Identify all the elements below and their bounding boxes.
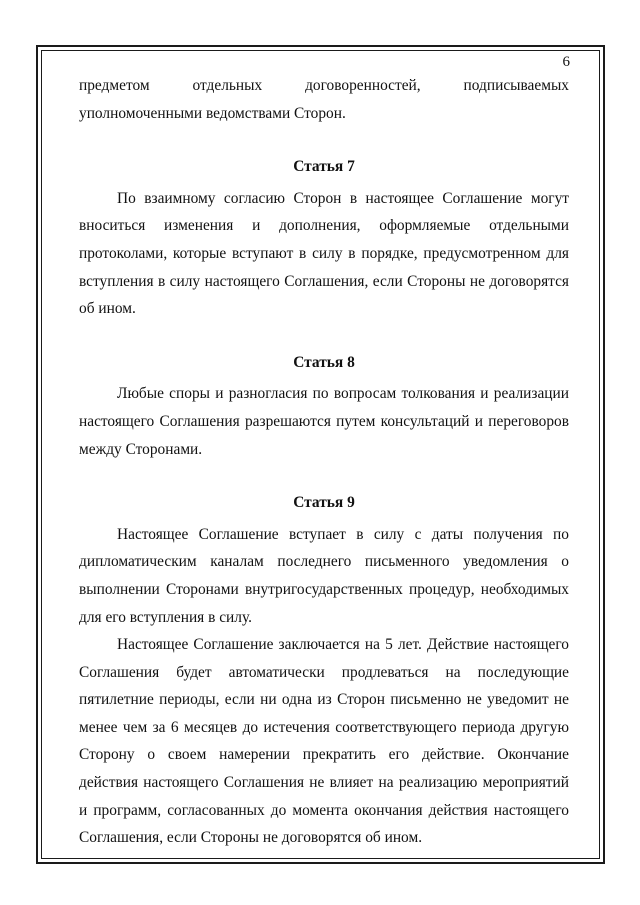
article-7-paragraph-1: По взаимному согласию Сторон в настоящее Соглашение могут вноситься изменения и дополнения, оформляемые отдельными протоколами, которые вступают в силу в порядке, предусмотренном для вступления в силу настоящего Соглашения, если Стороны не договорятся об ином. [79, 189, 569, 318]
article-9-paragraph-1: Настоящее Соглашение вступает в силу с даты получения по дипломатическим каналам последнего письменного уведомления о выполнении Сторонами внутригосударственных процедур, необходимых для его вступления в силу. [79, 525, 569, 626]
intro-line-2: уполномоченными ведомствами Сторон. [79, 104, 346, 122]
intro-line-1: предметом отдельных договоренностей, подписываемых [79, 77, 569, 94]
page-number: 6 [562, 54, 570, 70]
article-9-paragraph-2: Настоящее Соглашение заключается на 5 лет. Действие настоящего Соглашения будет автоматически продлеваться на последующие пятилетние периоды, если ни одна из Сторон письменно не уведомит не менее чем за 6 месяцев до истечения соответствующего периода другую Сторону о своем намерении прекратить его действие. Окончание действия настоящего Соглашения не влияет на реализацию мероприятий и программ, согласованных до момента окончания действия настоящего Соглашения, если Стороны не договорятся об ином. [79, 636, 569, 847]
article-8-paragraph-1: Любые споры и разногласия по вопросам толкования и реализации настоящего Соглашения разрешаются путем консультаций и переговоров между Сторонами. [79, 385, 569, 458]
document-body [79, 72, 569, 852]
article-9-heading: Статья 9 [293, 494, 355, 512]
article-8-heading: Статья 8 [293, 353, 355, 371]
article-7-heading: Статья 7 [293, 158, 355, 176]
